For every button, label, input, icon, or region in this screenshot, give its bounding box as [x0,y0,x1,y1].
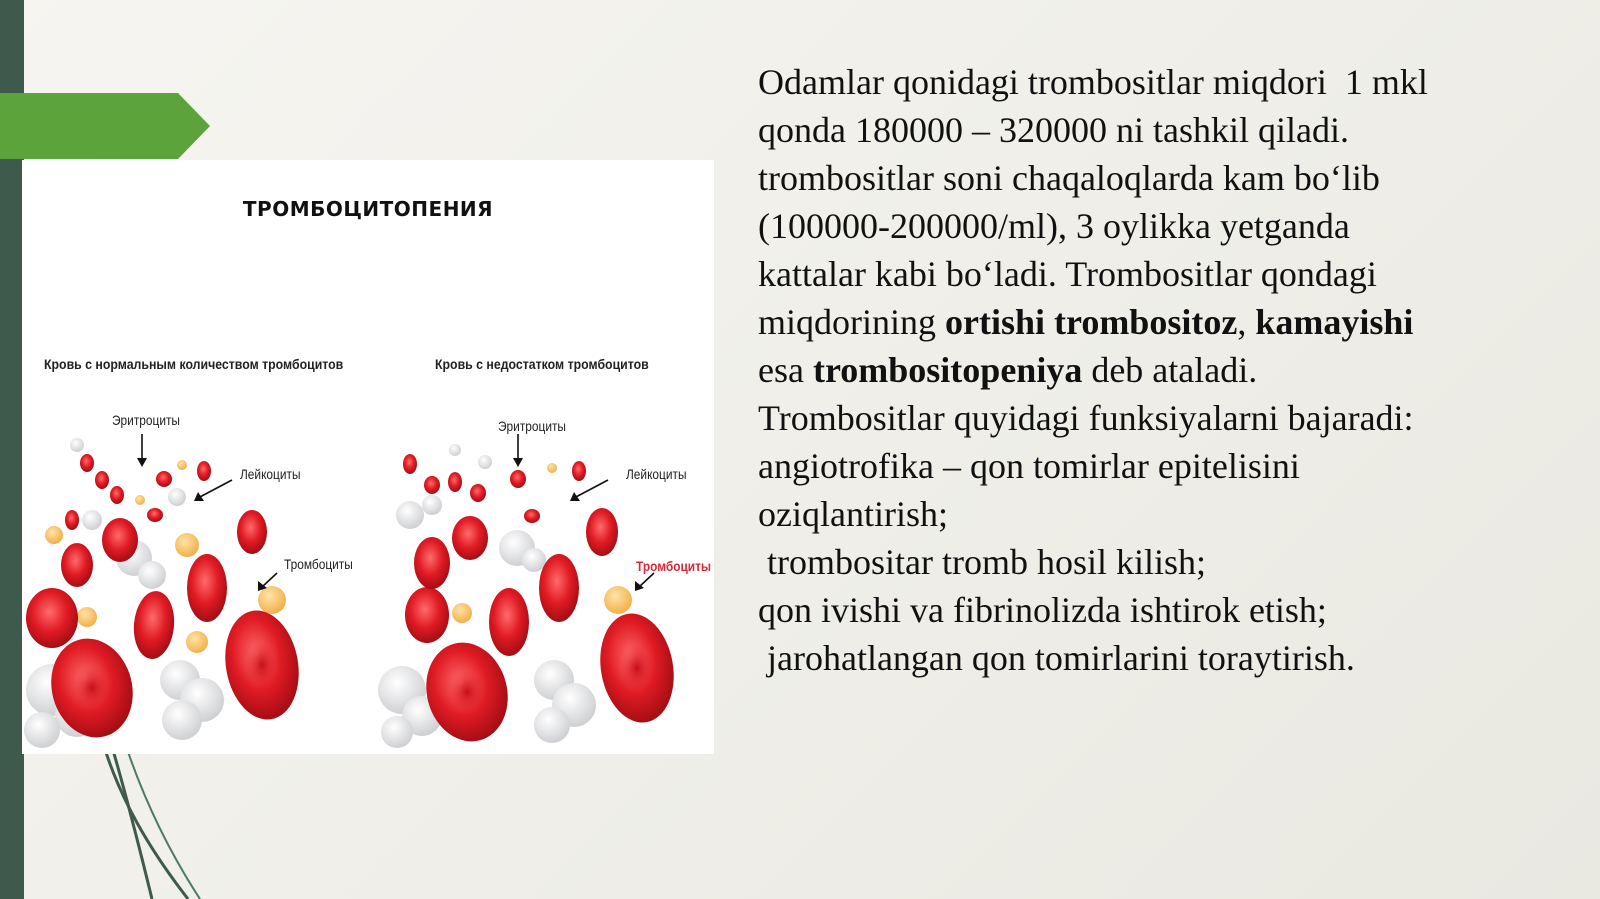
green-arrow-tab [0,93,210,159]
right-platelets-label: Тромбоциты [636,558,712,574]
text-line-9: angiotrofika – qon tomirlar epitelisini [758,446,1300,486]
figure-title: ТРОМБОЦИТОПЕНИЯ [242,197,494,221]
text-line-3: trombositlar soni chaqaloqlarda kam bo‘lib [758,158,1380,198]
text-line-7-c: deb ataladi. [1082,350,1258,390]
text-line-5: kattalar kabi bo‘ladi. Trombositlar qondagi [758,254,1377,294]
right-erythrocytes-label: Эритроциты [498,418,566,434]
text-line-12: qon ivishi va fibrinolizda ishtirok etish; [758,590,1327,630]
text-line-11: trombositar tromb hosil kilish; [758,542,1206,582]
right-panel-subtitle: Кровь с недостатком тромбоцитов [435,356,649,372]
blood-cells-drawing [22,160,714,754]
thrombocytopenia-illustration [22,160,714,754]
text-line-7-a: esa [758,350,813,390]
left-platelets-label: Тромбоциты [284,556,353,572]
text-line-13: jarohatlangan qon tomirlarini toraytirish. [758,638,1355,678]
text-line-10: oziqlantirish; [758,494,948,534]
term-trombositopeniya: trombositopeniya [812,350,1083,390]
text-line-6 [758,298,1578,346]
left-erythrocytes-label: Эритроциты [112,412,180,428]
left-panel-subtitle: Кровь с нормальным количеством тромбоцитов [44,356,344,372]
text-line-8: Trombositlar quyidagi funksiyalarni bajaradi: [758,398,1414,438]
right-leukocytes-label: Лейкоциты [626,466,687,482]
text-line-7 [758,346,1578,394]
term-trombositoz: ortishi trombositoz [945,302,1238,342]
left-leukocytes-label: Лейкоциты [240,466,301,482]
text-line-6-c: , [1237,302,1256,342]
term-kamayishi: kamayishi [1255,302,1414,342]
text-line-4: (100000-200000/ml), 3 oylikka yetganda [758,206,1350,246]
decorative-lines [80,740,230,899]
text-line-6-a: miqdorining [758,302,945,342]
slide-body-text [758,58,1578,682]
text-line-1: Odamlar qonidagi trombositlar miqdori 1 mkl [758,62,1428,102]
text-line-2: qonda 180000 – 320000 ni tashkil qiladi. [758,110,1349,150]
